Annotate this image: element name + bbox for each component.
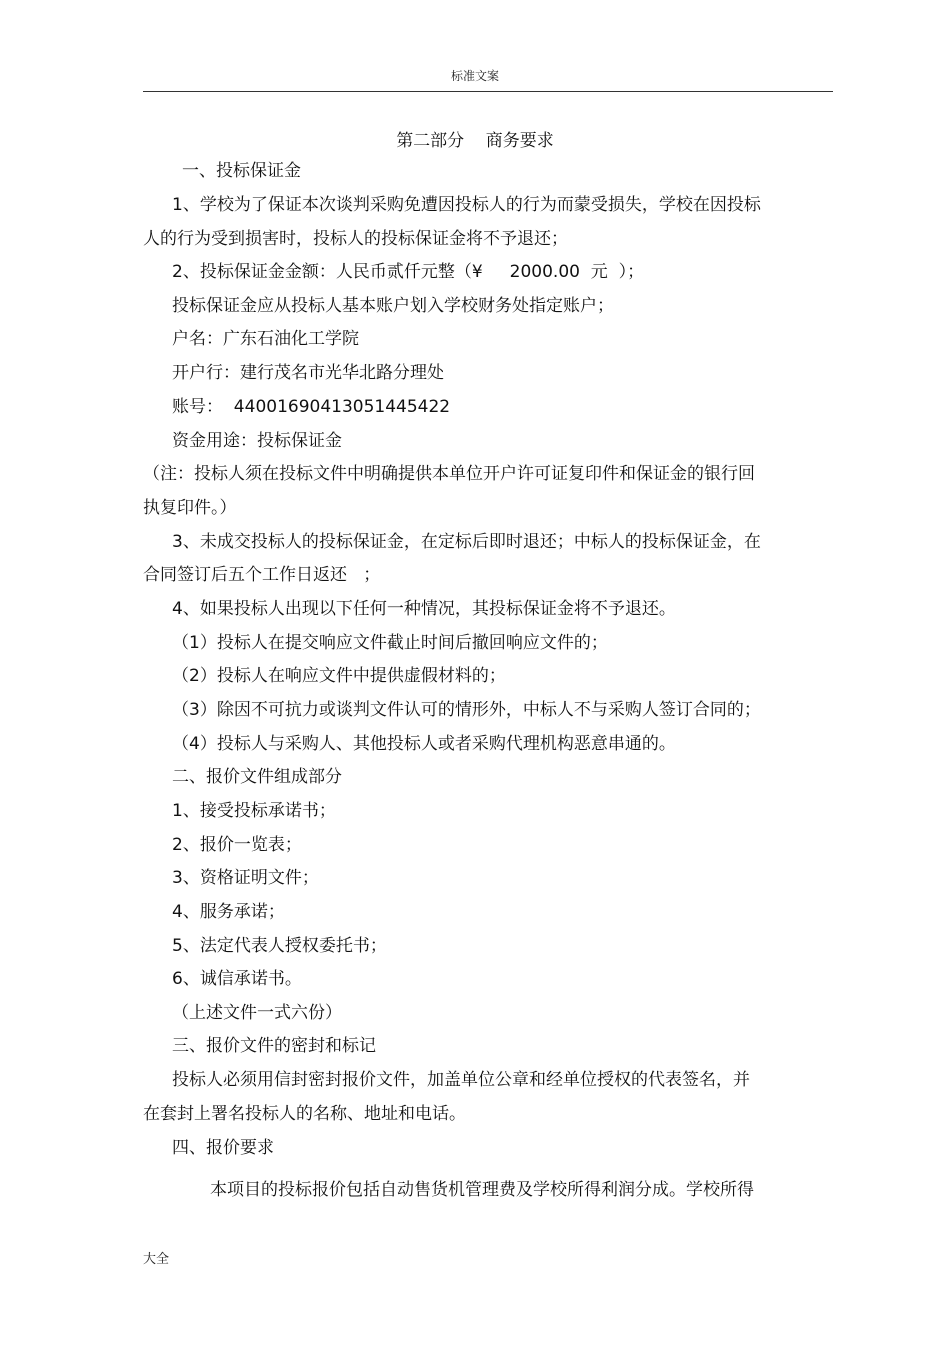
list-item: 3、资格证明文件； — [172, 868, 319, 888]
paragraph-line: 投标人必须用信封密封报价文件，加盖单位公章和经单位授权的代表签名，并 — [172, 1070, 750, 1090]
section-title: 第二部分 商务要求 — [396, 131, 554, 151]
paragraph-line: 合同签订后五个工作日返还 ； — [143, 565, 381, 585]
list-item: （2）投标人在响应文件中提供虚假材料的； — [172, 666, 506, 686]
list-item: 4、服务承诺； — [172, 902, 285, 922]
list-item: （1）投标人在提交响应文件截止时间后撤回响应文件的； — [172, 633, 608, 653]
paragraph-line: 人的行为受到损害时，投标人的投标保证金将不予退还； — [143, 229, 568, 249]
header-divider — [143, 91, 833, 92]
paragraph-line: 2、投标保证金金额：人民币贰仟元整（¥ 2000.00 元 ）； — [172, 262, 645, 282]
list-item: 2、报价一览表； — [172, 835, 302, 855]
list-item: 6、诚信承诺书。 — [172, 969, 302, 989]
list-item: （4）投标人与采购人、其他投标人或者采购代理机构恶意串通的。 — [172, 734, 676, 754]
list-item: 1、接受投标承诺书； — [172, 801, 336, 821]
paragraph-line: 在套封上署名投标人的名称、地址和电话。 — [143, 1104, 466, 1124]
heading-deposit: 一、投标保证金 — [182, 161, 301, 181]
paragraph-line: 投标保证金应从投标人基本账户划入学校财务处指定账户； — [172, 296, 614, 316]
paragraph-line: （注：投标人须在投标文件中明确提供本单位开户许可证复印件和保证金的银行回 — [143, 464, 755, 484]
paragraph-line: 4、如果投标人出现以下任何一种情况，其投标保证金将不予退还。 — [172, 599, 676, 619]
paragraph-line: 1、学校为了保证本次谈判采购免遭因投标人的行为而蒙受损失，学校在因投标 — [172, 195, 761, 215]
header-text: 标准文案 — [450, 69, 499, 83]
list-item: （3）除因不可抗力或谈判文件认可的情形外，中标人不与采购人签订合同的； — [172, 700, 761, 720]
account-name: 户名：广东石油化工学院 — [172, 329, 359, 349]
heading-quote-files: 二、报价文件组成部分 — [172, 767, 342, 787]
fund-purpose: 资金用途：投标保证金 — [172, 431, 342, 451]
note-copies: （上述文件一式六份） — [172, 1003, 342, 1023]
list-item: 5、法定代表人授权委托书； — [172, 936, 387, 956]
paragraph-line: 执复印件。） — [143, 498, 237, 518]
bank-name: 开户行：建行茂名市光华北路分理处 — [172, 363, 444, 383]
account-number: 账号： 44001690413051445422 — [172, 397, 451, 417]
paragraph-line: 3、未成交投标人的投标保证金，在定标后即时退还；中标人的投标保证金，在 — [172, 532, 761, 552]
page-footer: 大全 — [143, 1252, 170, 1267]
paragraph-line: 本项目的投标报价包括自动售货机管理费及学校所得利润分成。学校所得 — [210, 1180, 754, 1200]
heading-quote-requirements: 四、报价要求 — [172, 1138, 274, 1158]
heading-sealing: 三、报价文件的密封和标记 — [172, 1036, 376, 1056]
